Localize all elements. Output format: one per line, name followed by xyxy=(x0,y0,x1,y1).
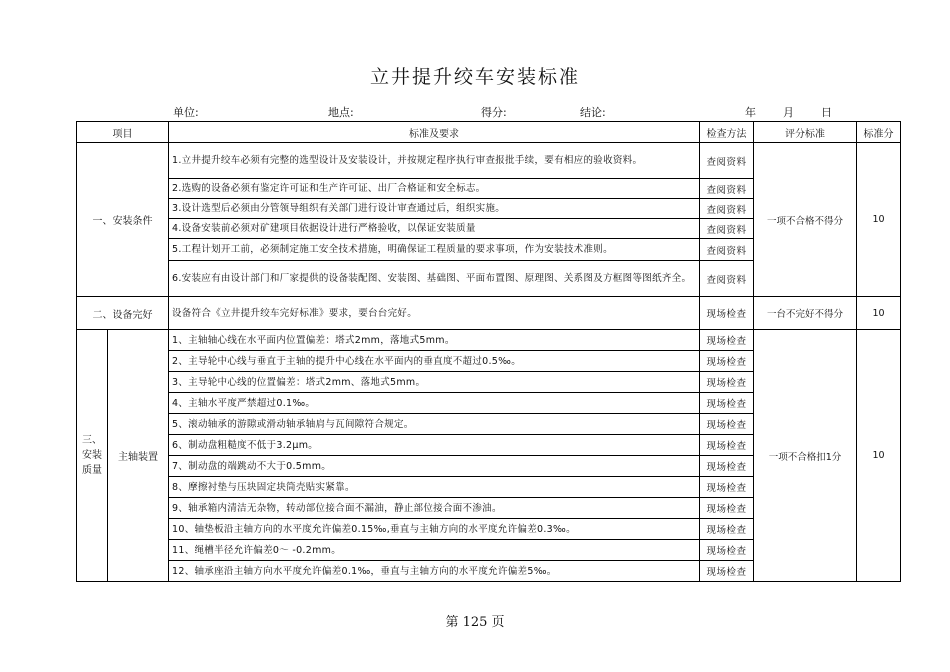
score-rule: 一台不完好不得分 xyxy=(754,297,857,330)
subsection-spindle: 主轴装置 xyxy=(108,330,169,582)
conclusion-label: 结论: xyxy=(580,106,606,119)
header-score-rule: 评分标准 xyxy=(754,122,857,143)
day-label: 日 xyxy=(821,106,832,119)
standard-text: 2.选购的设备必须有鉴定许可证和生产许可证、出厂合格证和安全标志。 xyxy=(169,179,700,199)
page-title: 立井提升绞车安装标准 xyxy=(369,66,580,88)
header-standard: 标准及要求 xyxy=(169,122,700,143)
check-method: 查阅资料 xyxy=(700,239,754,261)
standard-text: 3、主导轮中心线的位置偏差：塔式2mm、落地式5mm。 xyxy=(169,372,700,393)
check-method: 现场检查 xyxy=(700,414,754,435)
standard-text: 6.安装应有由设计部门和厂家提供的设备装配图、安装图、基础图、平面布置图、原理图、关系图及方框图等图纸齐全。 xyxy=(169,261,700,297)
points: 10 xyxy=(857,297,901,330)
standard-text: 1.立井提升绞车必须有完整的选型设计及安装设计，并按规定程序执行审查报批手续，要有相应的验收资料。 xyxy=(169,143,700,179)
score-rule: 一项不合格不得分 xyxy=(754,143,857,297)
check-method: 现场检查 xyxy=(700,372,754,393)
section-equipment-condition: 二、设备完好 xyxy=(77,297,169,330)
standard-text: 5、滚动轴承的游隙或滑动轴承轴肩与瓦间隙符合规定。 xyxy=(169,414,700,435)
check-method: 查阅资料 xyxy=(700,179,754,199)
standard-text: 12、轴承座沿主轴方向水平度允许偏差0.1‰，垂直与主轴方向的水平度允许偏差5‰。 xyxy=(169,561,700,582)
check-method: 现场检查 xyxy=(700,435,754,456)
standard-text: 3.设计选型后必须由分管领导组织有关部门进行设计审查通过后，组织实施。 xyxy=(169,199,700,219)
standard-text: 4.设备安装前必须对矿建项目依据设计进行严格验收，以保证安装质量 xyxy=(169,219,700,239)
page-number: 第 125 页 xyxy=(445,615,505,630)
check-method: 查阅资料 xyxy=(700,219,754,239)
standard-text: 7、制动盘的端跳动不大于0.5mm。 xyxy=(169,456,700,477)
section-install-conditions: 一、安装条件 xyxy=(77,143,169,297)
check-method: 现场检查 xyxy=(700,498,754,519)
standard-text: 4、主轴水平度严禁超过0.1‰。 xyxy=(169,393,700,414)
section-install-quality xyxy=(77,330,108,582)
standard-text: 设备符合《立井提升绞车完好标准》要求，要台台完好。 xyxy=(169,297,700,330)
check-method: 现场检查 xyxy=(700,393,754,414)
check-method: 现场检查 xyxy=(700,297,754,330)
standard-text: 10、轴垫板沿主轴方向的水平度允许偏差0.15‰,垂直与主轴方向的水平度允许偏差0.3‰。 xyxy=(169,519,700,540)
section-install-quality-label: 三、安装质量 xyxy=(82,435,102,476)
standards-table xyxy=(76,121,901,582)
check-method: 现场检查 xyxy=(700,540,754,561)
location-label: 地点: xyxy=(328,106,354,119)
points: 10 xyxy=(857,143,901,297)
standard-text: 6、制动盘粗糙度不低于3.2μm。 xyxy=(169,435,700,456)
check-method: 现场检查 xyxy=(700,351,754,372)
check-method: 查阅资料 xyxy=(700,261,754,297)
check-method: 现场检查 xyxy=(700,519,754,540)
check-method: 现场检查 xyxy=(700,561,754,582)
standard-text: 11、绳槽半径允许偏差0～ -0.2mm。 xyxy=(169,540,700,561)
standard-text: 8、摩擦衬垫与压块固定块筒壳贴实紧靠。 xyxy=(169,477,700,498)
header-method: 检查方法 xyxy=(700,122,754,143)
header-item: 项目 xyxy=(77,122,169,143)
check-method: 查阅资料 xyxy=(700,143,754,179)
year-label: 年 xyxy=(745,106,756,119)
standard-text: 1、主轴轴心线在水平面内位置偏差：塔式2mm，落地式5mm。 xyxy=(169,330,700,351)
score-rule: 一项不合格扣1分 xyxy=(754,330,857,582)
standard-text: 9、轴承箱内清洁无杂物，转动部位接合面不漏油，静止部位接合面不渗油。 xyxy=(169,498,700,519)
month-label: 月 xyxy=(783,106,794,119)
check-method: 现场检查 xyxy=(700,456,754,477)
header-points: 标准分 xyxy=(857,122,901,143)
standard-text: 2、主导轮中心线与垂直于主轴的提升中心线在水平面内的垂直度不超过0.5‰。 xyxy=(169,351,700,372)
check-method: 现场检查 xyxy=(700,477,754,498)
standard-text: 5.工程计划开工前，必须制定施工安全技术措施，明确保证工程质量的要求事项，作为安装技术准则。 xyxy=(169,239,700,261)
points: 10 xyxy=(857,330,901,582)
check-method: 现场检查 xyxy=(700,330,754,351)
check-method: 查阅资料 xyxy=(700,199,754,219)
unit-label: 单位: xyxy=(173,106,199,119)
score-label: 得分: xyxy=(481,106,507,119)
